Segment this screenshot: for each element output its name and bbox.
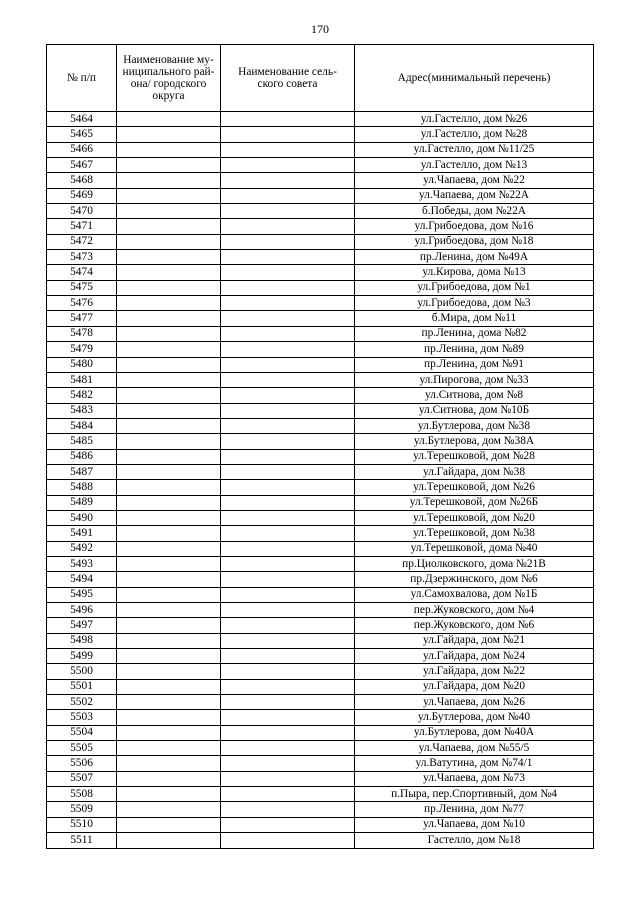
table-row (47, 710, 594, 725)
row-council-cell (221, 234, 355, 249)
row-address: пер.Жуковского, дом №6 (355, 618, 594, 633)
row-address: пр.Дзержинского, дом №6 (355, 572, 594, 587)
row-address: пр.Ленина, дом №91 (355, 357, 594, 372)
row-number: 5491 (47, 526, 117, 541)
table-body (47, 112, 594, 849)
row-address: ул.Бутлерова, дом №40А (355, 725, 594, 740)
row-number: 5490 (47, 510, 117, 525)
row-number: 5468 (47, 173, 117, 188)
row-council-cell (221, 158, 355, 173)
table-row (47, 311, 594, 326)
row-council-cell (221, 480, 355, 495)
row-council-cell (221, 572, 355, 587)
row-district-cell (117, 817, 221, 832)
row-number: 5466 (47, 142, 117, 157)
row-district-cell (117, 296, 221, 311)
row-number: 5481 (47, 372, 117, 387)
row-district-cell (117, 649, 221, 664)
row-number: 5508 (47, 787, 117, 802)
row-number: 5472 (47, 234, 117, 249)
row-number: 5488 (47, 480, 117, 495)
table-row (47, 495, 594, 510)
row-council-cell (221, 618, 355, 633)
row-address: ул.Гастелло, дом №26 (355, 112, 594, 127)
row-address: ул.Терешковой, дом №26 (355, 480, 594, 495)
row-district-cell (117, 725, 221, 740)
row-address: ул.Грибоедова, дом №18 (355, 234, 594, 249)
table-row (47, 756, 594, 771)
row-district-cell (117, 449, 221, 464)
row-council-cell (221, 495, 355, 510)
row-council-cell (221, 296, 355, 311)
table-row (47, 833, 594, 848)
row-address: ул.Грибоедова, дом №3 (355, 296, 594, 311)
row-address: ул.Гайдара, дом №21 (355, 633, 594, 648)
table-row (47, 556, 594, 571)
table-row (47, 449, 594, 464)
row-number: 5506 (47, 756, 117, 771)
row-council-cell (221, 510, 355, 525)
row-district-cell (117, 556, 221, 571)
row-council-cell (221, 787, 355, 802)
table-row (47, 296, 594, 311)
row-council-cell (221, 587, 355, 602)
table-row (47, 127, 594, 142)
row-district-cell (117, 618, 221, 633)
row-number: 5469 (47, 188, 117, 203)
row-council-cell (221, 710, 355, 725)
row-district-cell (117, 771, 221, 786)
row-council-cell (221, 449, 355, 464)
row-number: 5510 (47, 817, 117, 832)
row-council-cell (221, 664, 355, 679)
row-district-cell (117, 280, 221, 295)
row-council-cell (221, 526, 355, 541)
row-district-cell (117, 311, 221, 326)
row-address: ул.Гайдара, дом №22 (355, 664, 594, 679)
row-number: 5501 (47, 679, 117, 694)
row-address: ул.Ситнова, дом №10Б (355, 403, 594, 418)
table-row (47, 695, 594, 710)
table-row (47, 741, 594, 756)
row-district-cell (117, 572, 221, 587)
table-row (47, 188, 594, 203)
table-header-row (47, 45, 594, 112)
row-number: 5509 (47, 802, 117, 817)
table-row (47, 480, 594, 495)
row-number: 5503 (47, 710, 117, 725)
table-row (47, 265, 594, 280)
row-number: 5473 (47, 250, 117, 265)
row-district-cell (117, 664, 221, 679)
row-district-cell (117, 434, 221, 449)
row-district-cell (117, 464, 221, 479)
table-row (47, 142, 594, 157)
row-number: 5489 (47, 495, 117, 510)
row-council-cell (221, 556, 355, 571)
row-number: 5507 (47, 771, 117, 786)
row-council-cell (221, 418, 355, 433)
table-row (47, 403, 594, 418)
table-row (47, 787, 594, 802)
table-row (47, 679, 594, 694)
row-district-cell (117, 112, 221, 127)
row-address: ул.Чапаева, дом №10 (355, 817, 594, 832)
row-district-cell (117, 741, 221, 756)
row-address: ул.Терешковой, дом №20 (355, 510, 594, 525)
table-row (47, 510, 594, 525)
row-address: ул.Самохвалова, дом №1Б (355, 587, 594, 602)
row-number: 5487 (47, 464, 117, 479)
row-address: ул.Гастелло, дом №11/25 (355, 142, 594, 157)
row-district-cell (117, 158, 221, 173)
row-council-cell (221, 802, 355, 817)
row-number: 5492 (47, 541, 117, 556)
row-district-cell (117, 541, 221, 556)
row-council-cell (221, 280, 355, 295)
row-address: ул.Чапаева, дом №22А (355, 188, 594, 203)
row-council-cell (221, 142, 355, 157)
row-number: 5464 (47, 112, 117, 127)
table-row (47, 587, 594, 602)
row-address: ул.Чапаева, дом №73 (355, 771, 594, 786)
row-address: ул.Ситнова, дом №8 (355, 388, 594, 403)
table-row (47, 817, 594, 832)
row-council-cell (221, 603, 355, 618)
row-number: 5505 (47, 741, 117, 756)
table-row (47, 280, 594, 295)
row-address: ул.Гайдара, дом №38 (355, 464, 594, 479)
row-district-cell (117, 204, 221, 219)
row-council-cell (221, 388, 355, 403)
row-council-cell (221, 679, 355, 694)
row-council-cell (221, 741, 355, 756)
table-row (47, 771, 594, 786)
row-district-cell (117, 802, 221, 817)
row-number: 5470 (47, 204, 117, 219)
row-address: ул.Грибоедова, дом №1 (355, 280, 594, 295)
row-district-cell (117, 388, 221, 403)
row-address: пр.Ленина, дома №82 (355, 326, 594, 341)
row-council-cell (221, 326, 355, 341)
row-address: ул.Чапаева, дом №26 (355, 695, 594, 710)
row-district-cell (117, 188, 221, 203)
row-address: ул.Терешковой, дом №28 (355, 449, 594, 464)
row-district-cell (117, 265, 221, 280)
table-row (47, 572, 594, 587)
row-address: ул.Бутлерова, дом №40 (355, 710, 594, 725)
row-number: 5493 (47, 556, 117, 571)
row-district-cell (117, 710, 221, 725)
row-address: ул.Бутлерова, дом №38А (355, 434, 594, 449)
row-district-cell (117, 787, 221, 802)
row-address: пр.Ленина, дом №49А (355, 250, 594, 265)
table-row (47, 173, 594, 188)
row-address: б.Победы, дом №22А (355, 204, 594, 219)
row-council-cell (221, 695, 355, 710)
row-number: 5495 (47, 587, 117, 602)
row-number: 5486 (47, 449, 117, 464)
row-number: 5498 (47, 633, 117, 648)
row-council-cell (221, 173, 355, 188)
row-council-cell (221, 219, 355, 234)
row-council-cell (221, 403, 355, 418)
row-council-cell (221, 127, 355, 142)
row-number: 5479 (47, 342, 117, 357)
row-number: 5483 (47, 403, 117, 418)
row-number: 5465 (47, 127, 117, 142)
table-row (47, 418, 594, 433)
row-number: 5467 (47, 158, 117, 173)
row-address: ул.Чапаева, дом №55/5 (355, 741, 594, 756)
header-district: Наименование му- ниципального рай- она/ городского округа (117, 45, 221, 112)
row-council-cell (221, 817, 355, 832)
row-number: 5482 (47, 388, 117, 403)
table-row (47, 204, 594, 219)
row-number: 5499 (47, 649, 117, 664)
table-row (47, 633, 594, 648)
row-district-cell (117, 480, 221, 495)
row-number: 5497 (47, 618, 117, 633)
row-council-cell (221, 204, 355, 219)
row-council-cell (221, 250, 355, 265)
row-address: пр.Ленина, дом №77 (355, 802, 594, 817)
row-district-cell (117, 127, 221, 142)
row-address: пр.Ленина, дом №89 (355, 342, 594, 357)
header-number: № п/п (47, 45, 117, 112)
row-district-cell (117, 526, 221, 541)
row-number: 5477 (47, 311, 117, 326)
row-address: ул.Терешковой, дом №26Б (355, 495, 594, 510)
row-address: пр.Циолковского, дома №21В (355, 556, 594, 571)
row-address: ул.Терешковой, дом №38 (355, 526, 594, 541)
row-address: ул.Бутлерова, дом №38 (355, 418, 594, 433)
row-council-cell (221, 541, 355, 556)
row-address: Гастелло, дом №18 (355, 833, 594, 848)
row-address: ул.Гастелло, дом №13 (355, 158, 594, 173)
row-council-cell (221, 342, 355, 357)
row-district-cell (117, 173, 221, 188)
row-district-cell (117, 357, 221, 372)
row-address: ул.Чапаева, дом №22 (355, 173, 594, 188)
address-registry-table (46, 44, 594, 849)
row-number: 5494 (47, 572, 117, 587)
table-row (47, 234, 594, 249)
table-row (47, 250, 594, 265)
header-address: Адрес(минимальный перечень) (355, 45, 594, 112)
row-council-cell (221, 649, 355, 664)
row-district-cell (117, 234, 221, 249)
row-council-cell (221, 756, 355, 771)
row-number: 5511 (47, 833, 117, 848)
row-district-cell (117, 418, 221, 433)
row-district-cell (117, 756, 221, 771)
row-district-cell (117, 633, 221, 648)
row-district-cell (117, 219, 221, 234)
row-council-cell (221, 633, 355, 648)
row-council-cell (221, 265, 355, 280)
row-address: п.Пыра, пер.Спортивный, дом №4 (355, 787, 594, 802)
table-row (47, 802, 594, 817)
page-number: 170 (311, 22, 329, 36)
row-council-cell (221, 833, 355, 848)
table-row (47, 526, 594, 541)
row-number: 5474 (47, 265, 117, 280)
row-address: пер.Жуковского, дом №4 (355, 603, 594, 618)
row-district-cell (117, 342, 221, 357)
table-row (47, 112, 594, 127)
row-number: 5471 (47, 219, 117, 234)
row-district-cell (117, 587, 221, 602)
row-number: 5500 (47, 664, 117, 679)
table-row (47, 434, 594, 449)
row-number: 5502 (47, 695, 117, 710)
row-number: 5476 (47, 296, 117, 311)
row-council-cell (221, 464, 355, 479)
table-row (47, 326, 594, 341)
row-number: 5478 (47, 326, 117, 341)
row-council-cell (221, 725, 355, 740)
row-address: ул.Гайдара, дом №20 (355, 679, 594, 694)
row-district-cell (117, 403, 221, 418)
row-address: ул.Ватутина, дом №74/1 (355, 756, 594, 771)
row-number: 5485 (47, 434, 117, 449)
table-row (47, 158, 594, 173)
row-address: ул.Пирогова, дом №33 (355, 372, 594, 387)
row-council-cell (221, 357, 355, 372)
row-address: ул.Гастелло, дом №28 (355, 127, 594, 142)
table-row (47, 219, 594, 234)
row-district-cell (117, 695, 221, 710)
row-number: 5496 (47, 603, 117, 618)
row-district-cell (117, 833, 221, 848)
table-row (47, 342, 594, 357)
row-council-cell (221, 188, 355, 203)
row-number: 5504 (47, 725, 117, 740)
table-row (47, 664, 594, 679)
header-council: Наименование сель- ского совета (221, 45, 355, 112)
row-number: 5480 (47, 357, 117, 372)
row-council-cell (221, 311, 355, 326)
row-address: ул.Кирова, дома №13 (355, 265, 594, 280)
row-district-cell (117, 603, 221, 618)
table-row (47, 725, 594, 740)
row-district-cell (117, 326, 221, 341)
table-row (47, 618, 594, 633)
row-address: б.Мира, дом №11 (355, 311, 594, 326)
row-number: 5475 (47, 280, 117, 295)
row-district-cell (117, 372, 221, 387)
table-row (47, 649, 594, 664)
table-row (47, 357, 594, 372)
row-council-cell (221, 112, 355, 127)
row-council-cell (221, 771, 355, 786)
table-row (47, 464, 594, 479)
row-address: ул.Гайдара, дом №24 (355, 649, 594, 664)
table-row (47, 541, 594, 556)
row-council-cell (221, 434, 355, 449)
row-council-cell (221, 372, 355, 387)
row-number: 5484 (47, 418, 117, 433)
table-row (47, 603, 594, 618)
row-district-cell (117, 679, 221, 694)
row-district-cell (117, 510, 221, 525)
row-district-cell (117, 250, 221, 265)
row-district-cell (117, 495, 221, 510)
table-row (47, 388, 594, 403)
table-row (47, 372, 594, 387)
row-district-cell (117, 142, 221, 157)
row-address: ул.Терешковой, дома №40 (355, 541, 594, 556)
row-address: ул.Грибоедова, дом №16 (355, 219, 594, 234)
